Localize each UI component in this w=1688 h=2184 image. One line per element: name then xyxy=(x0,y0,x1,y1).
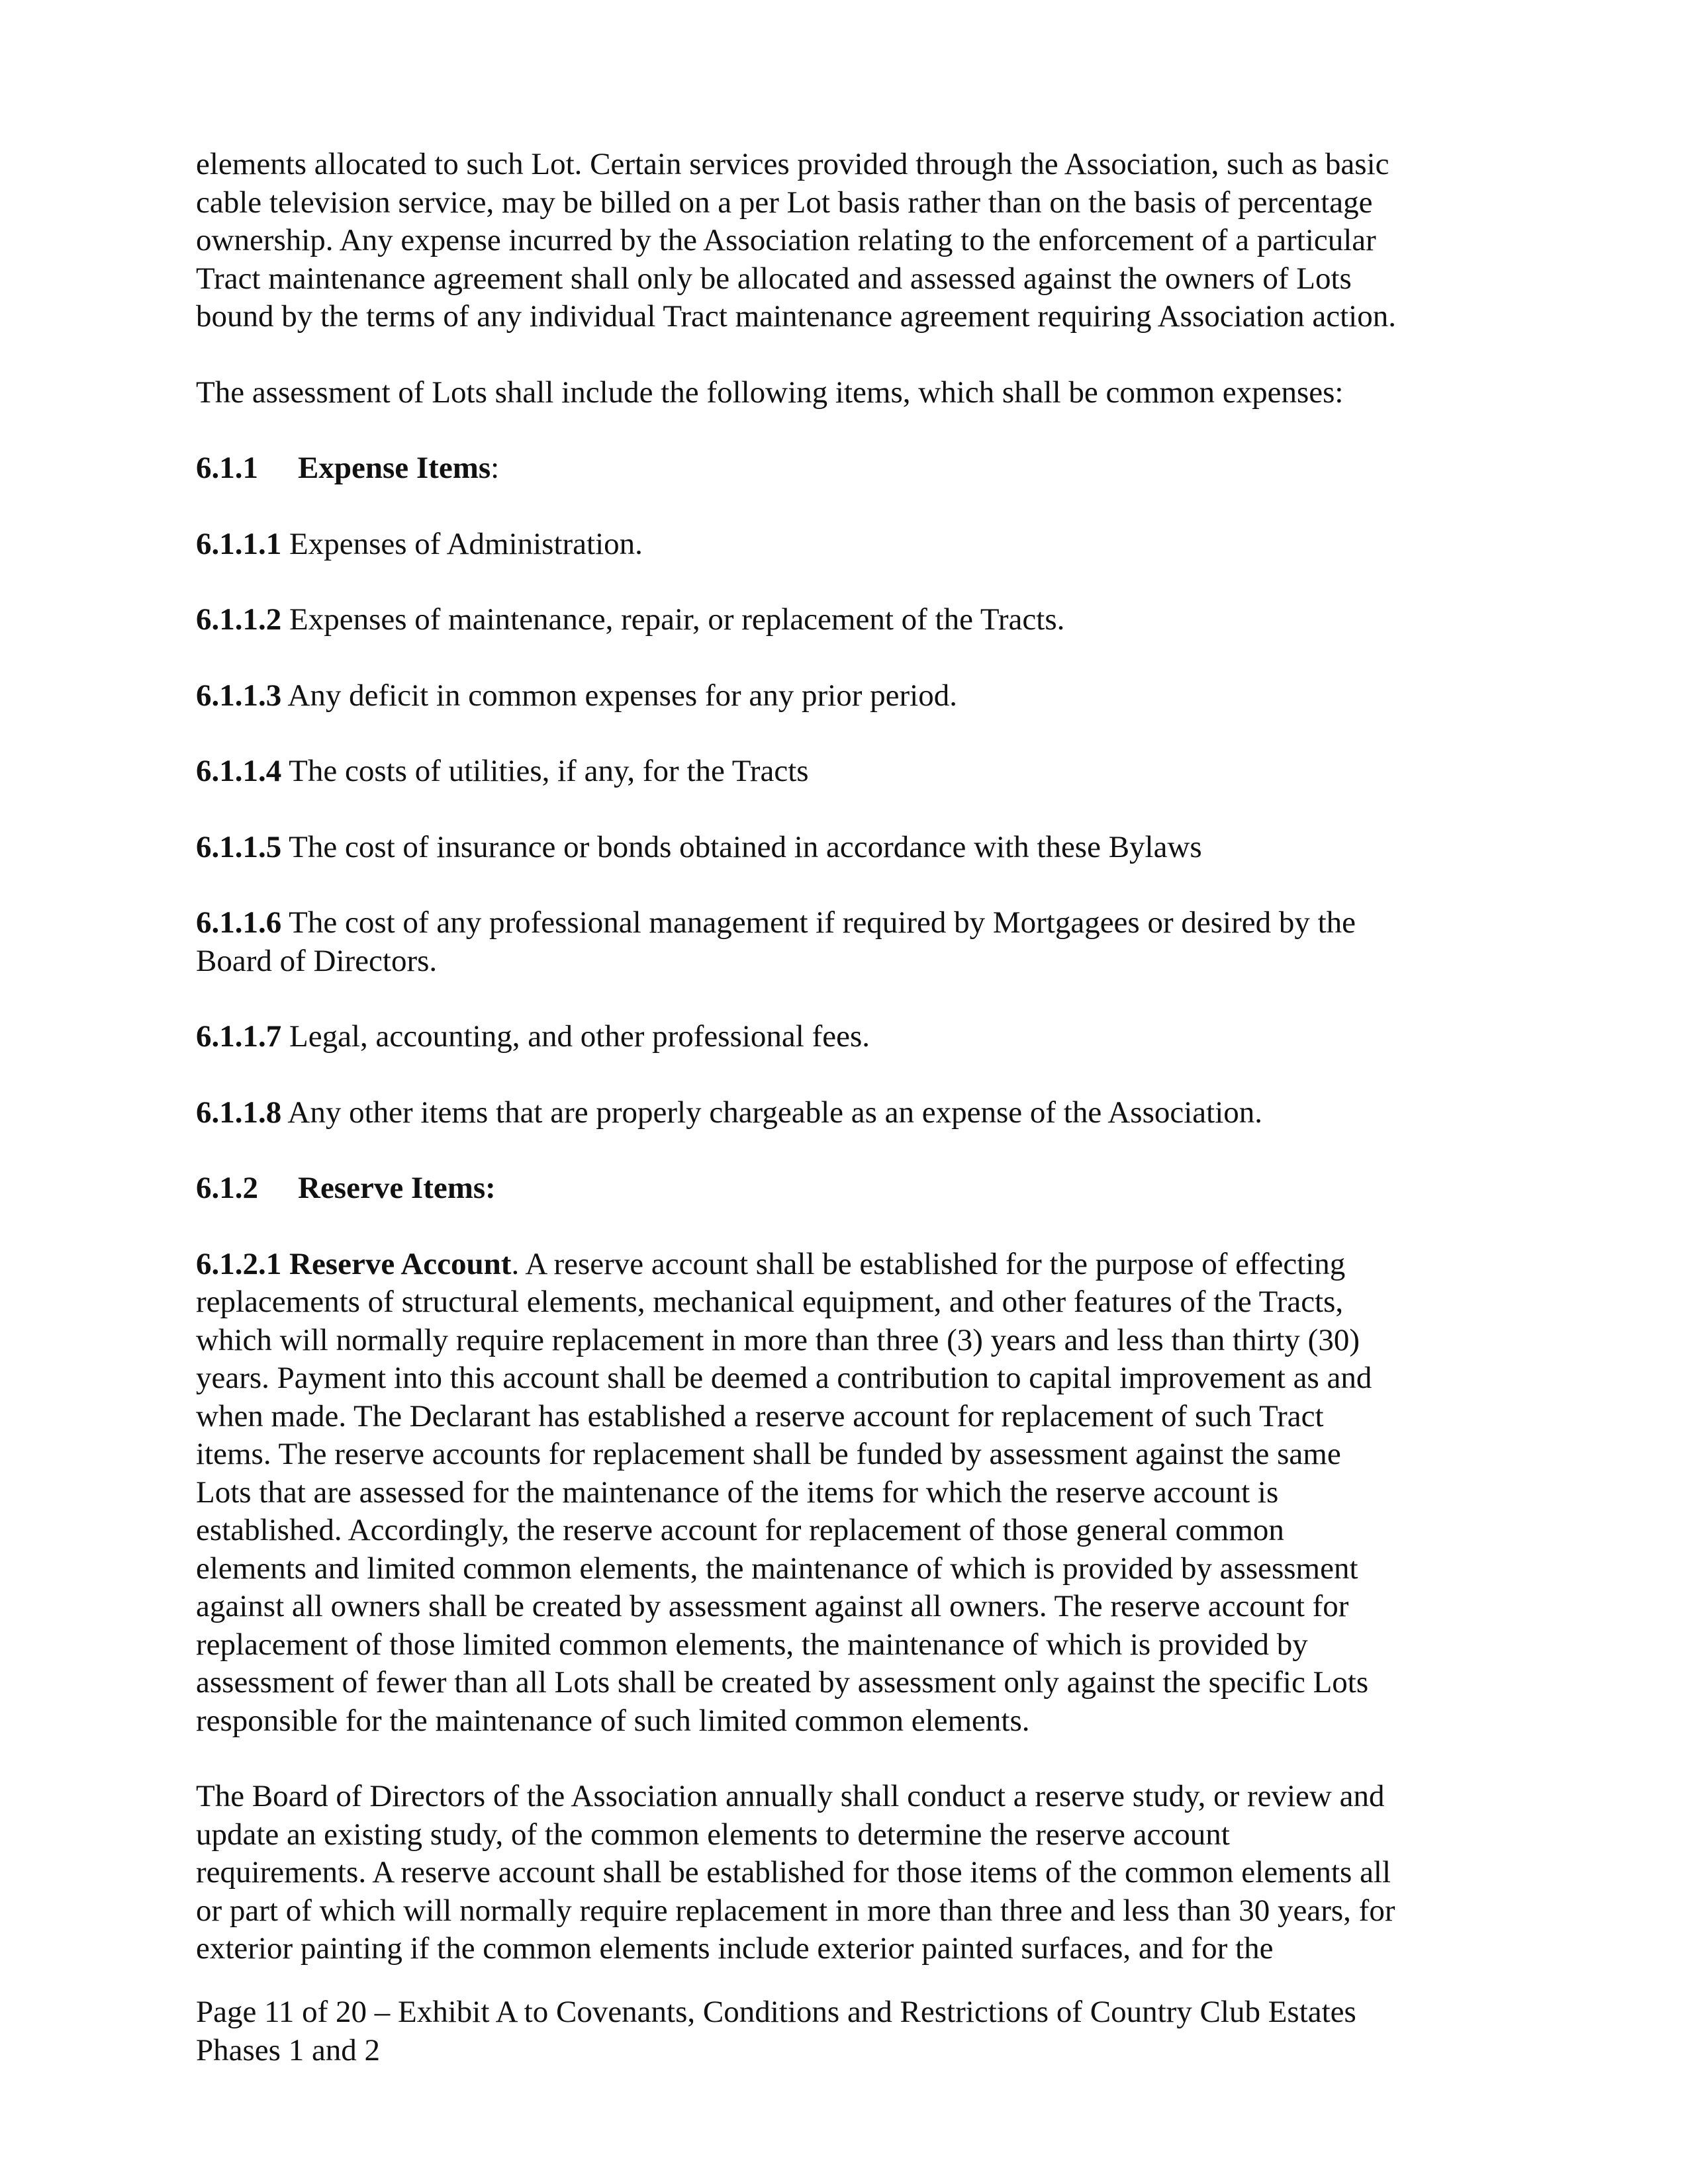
item-number: 6.1.1.8 xyxy=(196,1095,282,1130)
text-line: responsible for the maintenance of such limited common elements. xyxy=(196,1703,1030,1738)
expense-item xyxy=(196,525,1493,564)
expense-item xyxy=(196,752,1493,791)
text-line: Tract maintenance agreement shall only be allocated and assessed against the owners of Lots xyxy=(196,261,1352,296)
text-line: Lots that are assessed for the maintenance of the items for which the reserve account is xyxy=(196,1475,1279,1510)
item-text: Legal, accounting, and other professional fees. xyxy=(289,1019,870,1054)
item-text: The costs of utilities, if any, for the Tracts xyxy=(289,754,809,788)
text-line: years. Payment into this account shall be deemed a contribution to capital improvement as and xyxy=(196,1361,1372,1395)
item-text: Expenses of Administration. xyxy=(289,526,643,561)
section-colon: : xyxy=(491,451,500,485)
section-number: 6.1.1 xyxy=(196,451,258,485)
section-title: Reserve Items: xyxy=(298,1171,496,1205)
item-number: 6.1.1.3 xyxy=(196,678,282,713)
text-line: bound by the terms of any individual Tract maintenance agreement requiring Association action. xyxy=(196,299,1396,334)
item-number: 6.1.2.1 xyxy=(196,1246,282,1281)
item-text: The cost of any professional management if required by Mortgagees or desired by the xyxy=(289,905,1356,940)
section-title: Expense Items xyxy=(298,451,491,485)
footer-line: Phases 1 and 2 xyxy=(196,2032,381,2068)
text-line: which will normally require replacement in more than three (3) years and less than thirty (30) xyxy=(196,1322,1360,1357)
assessment-sentence xyxy=(196,374,1493,412)
text-line: against all owners shall be created by assessment against all owners. The reserve account for xyxy=(196,1589,1349,1623)
text-line: established. Accordingly, the reserve account for replacement of those general common xyxy=(196,1513,1284,1547)
page-footer xyxy=(196,1993,1493,2070)
section-heading-expense-items xyxy=(196,449,1493,488)
intro-paragraph xyxy=(196,146,1493,336)
item-number: 6.1.1.4 xyxy=(196,754,282,788)
text-line: requirements. A reserve account shall be established for those items of the common elements all xyxy=(196,1855,1391,1889)
item-number: 6.1.1.6 xyxy=(196,905,282,940)
text-line: elements allocated to such Lot. Certain services provided through the Association, such as basic xyxy=(196,147,1389,181)
item-text: Expenses of maintenance, repair, or replacement of the Tracts. xyxy=(289,602,1065,637)
text-line: when made. The Declarant has established a reserve account for replacement of such Tract xyxy=(196,1398,1324,1433)
text-line: ownership. Any expense incurred by the Association relating to the enforcement of a particular xyxy=(196,223,1376,257)
text-line: or part of which will normally require replacement in more than three and less than 30 years, for xyxy=(196,1893,1395,1928)
text-line: The Board of Directors of the Association annually shall conduct a reserve study, or review and xyxy=(196,1779,1385,1813)
text-line: exterior painting if the common elements include exterior painted surfaces, and for the xyxy=(196,1931,1274,1966)
expense-item xyxy=(196,904,1493,980)
item-text: . A reserve account shall be established for the purpose of effecting xyxy=(511,1246,1346,1281)
expense-item xyxy=(196,829,1493,867)
item-number: 6.1.1.5 xyxy=(196,829,282,864)
reserve-account-paragraph xyxy=(196,1246,1493,1741)
text-line: update an existing study, of the common elements to determine the reserve account xyxy=(196,1817,1230,1852)
footer-line: Page 11 of 20 – Exhibit A to Covenants, Conditions and Restrictions of Country Club Estates xyxy=(196,1995,1356,2029)
expense-item xyxy=(196,601,1493,639)
document-page xyxy=(196,146,1493,2006)
section-heading-reserve-items xyxy=(196,1169,1493,1208)
text-line: replacements of structural elements, mechanical equipment, and other features of the Tracts, xyxy=(196,1285,1344,1319)
item-text: Any other items that are properly chargeable as an expense of the Association. xyxy=(287,1095,1263,1130)
expense-item xyxy=(196,677,1493,715)
text-line: replacement of those limited common elements, the maintenance of which is provided by xyxy=(196,1627,1308,1662)
item-number: 6.1.1.1 xyxy=(196,526,282,561)
section-number: 6.1.2 xyxy=(196,1171,258,1205)
text-line: The assessment of Lots shall include the following items, which shall be common expenses: xyxy=(196,375,1344,410)
item-text: The cost of insurance or bonds obtained in accordance with these Bylaws xyxy=(289,829,1202,864)
board-paragraph xyxy=(196,1778,1493,1968)
item-number: 6.1.1.2 xyxy=(196,602,282,637)
text-line: elements and limited common elements, the maintenance of which is provided by assessment xyxy=(196,1551,1358,1586)
text-line: cable television service, may be billed on a per Lot basis rather than on the basis of percentage xyxy=(196,185,1373,220)
text-line: assessment of fewer than all Lots shall be created by assessment only against the specific Lots xyxy=(196,1665,1369,1700)
text-line: items. The reserve accounts for replacement shall be funded by assessment against the same xyxy=(196,1437,1341,1471)
item-text: Any deficit in common expenses for any prior period. xyxy=(287,678,957,713)
expense-item xyxy=(196,1018,1493,1056)
item-text: Board of Directors. xyxy=(196,943,438,978)
item-number: 6.1.1.7 xyxy=(196,1019,282,1054)
item-title: Reserve Account xyxy=(289,1246,512,1281)
expense-item xyxy=(196,1094,1493,1132)
